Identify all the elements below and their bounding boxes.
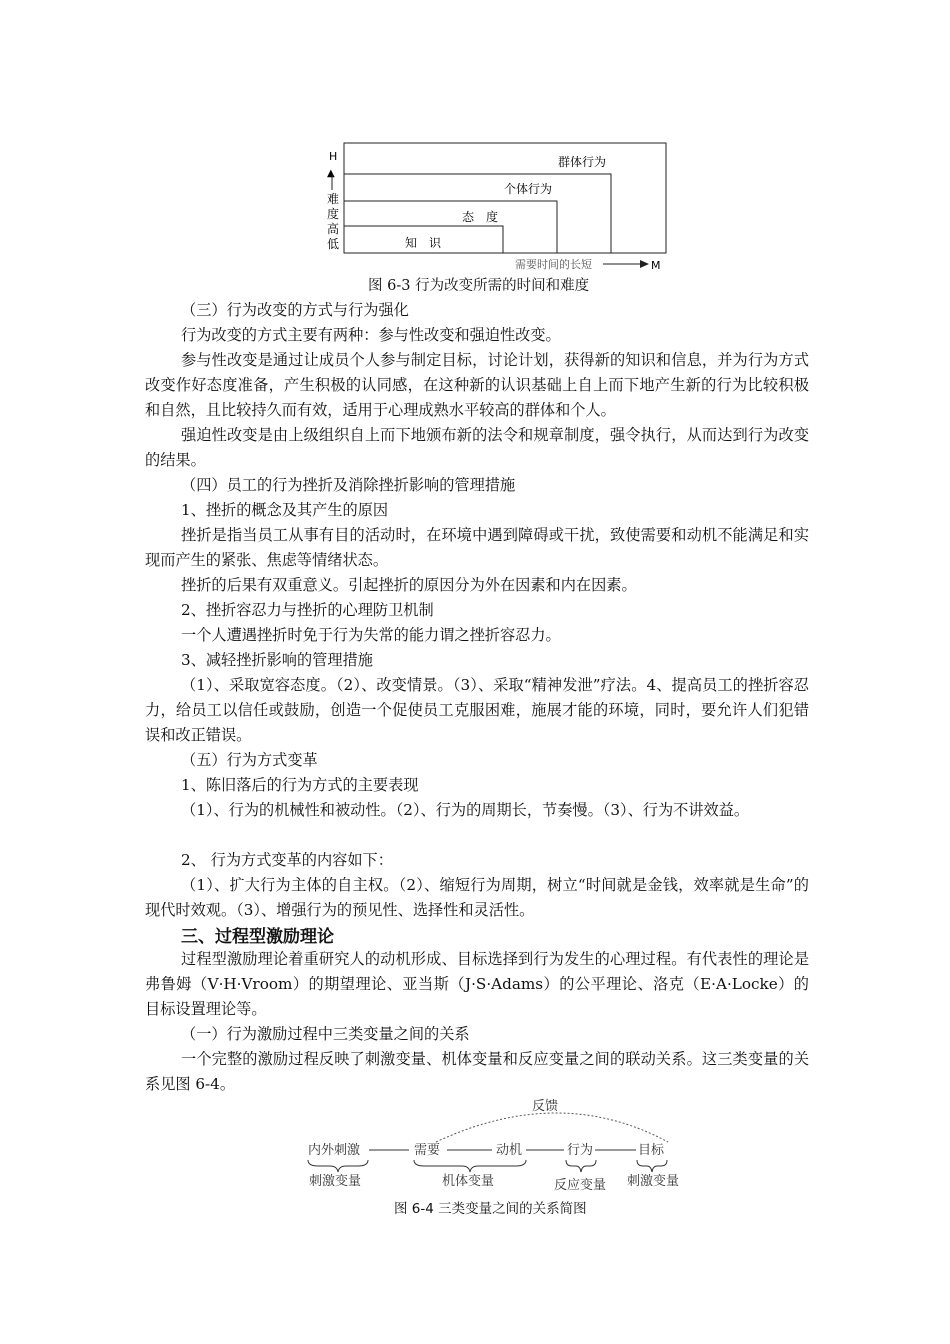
fig63-up-arrow: ▲ — [327, 168, 335, 179]
fig63-step-label: 态 度 — [462, 210, 499, 224]
section-heading: （五）行为方式变革 — [181, 751, 318, 769]
fig64-node: 内外刺激 — [308, 1143, 361, 1158]
fig64-group-label: 机体变量 — [442, 1174, 495, 1189]
chapter-heading: 三、过程型激励理论 — [181, 927, 334, 947]
fig63-step-label: 群体行为 — [558, 155, 607, 169]
figure-6-4 — [0, 1090, 950, 1210]
fig64-node: 需要 — [414, 1143, 441, 1158]
subsection-heading: 1、陈旧落后的行为方式的主要表现 — [181, 776, 419, 794]
fig64-brace — [308, 1160, 368, 1172]
fig64-node: 动机 — [496, 1143, 523, 1158]
fig63-m-label: M — [651, 259, 661, 272]
fig63-step-label: 知 识 — [405, 236, 442, 250]
subsection-heading: 2、挫折容忍力与挫折的心理防卫机制 — [181, 601, 434, 619]
fig64-brace — [566, 1160, 596, 1172]
fig64-node: 目标 — [638, 1143, 665, 1158]
paragraph: 参与性改变是通过让成员个人参与制定目标，讨论计划，获得新的知识和信息，并为行为方式改变作好态度准备，产生积极的认同感，在这种新的认识基础上自上而下地产生新的行为比较积极和自然，且比较持久而有效，适用于心理成熟水平较高的群体和个人。 — [145, 351, 809, 419]
fig63-difficulty-char: 高 — [327, 222, 340, 236]
fig64-brace — [414, 1160, 526, 1172]
fig63-difficulty-char: 度 — [327, 207, 340, 221]
section-heading: （三）行为改变的方式与行为强化 — [181, 301, 409, 319]
paragraph: 一个人遭遇挫折时免于行为失常的能力谓之挫折容忍力。 — [181, 626, 561, 644]
fig63-x-arrow-head — [640, 260, 649, 268]
fig64-feedback-label: 反馈 — [532, 1099, 559, 1114]
fig63-difficulty-char: 难 — [327, 192, 340, 206]
paragraph: 过程型激励理论着重研究人的动机形成、目标选择到行为发生的心理过程。有代表性的理论是弗鲁姆（V·H·Vroom）的期望理论、亚当斯（J·S·Adams）的公平理论、洛克（E·A·Locke）的目标设置理论等。 — [145, 950, 809, 1018]
fig64-caption: 图 6-4 三类变量之间的关系简图 — [394, 1201, 587, 1217]
fig63-frame — [344, 143, 666, 253]
paragraph: 一个完整的激励过程反映了刺激变量、机体变量和反应变量之间的联动关系。这三类变量的关系见图 6-4。 — [145, 1050, 809, 1093]
fig64-brace — [637, 1160, 667, 1172]
fig64-group-label: 反应变量 — [554, 1178, 607, 1193]
figure-6-3 — [0, 0, 950, 300]
fig64-group-label: 刺激变量 — [309, 1174, 362, 1189]
section-heading: （一）行为激励过程中三类变量之间的关系 — [181, 1025, 470, 1043]
fig63-step-label: 个体行为 — [504, 182, 553, 196]
fig64-feedback-arc — [436, 1113, 668, 1142]
fig63-time-label: 需要时间的长短 — [515, 258, 592, 271]
subsection-heading: 3、减轻挫折影响的管理措施 — [181, 651, 373, 669]
paragraph: 行为改变的方式主要有两种：参与性改变和强迫性改变。 — [181, 326, 561, 344]
section-heading: （四）员工的行为挫折及消除挫折影响的管理措施 — [181, 476, 516, 494]
paragraph: 强迫性改变是由上级组织自上而下地颁布新的法令和规章制度，强令执行，从而达到行为改变的结果。 — [145, 426, 809, 469]
fig63-h-label: H — [329, 150, 338, 163]
paragraph: （1）、采取宽容态度。（2）、改变情景。（3）、采取“精神发泄”疗法。4、提高员工的挫折容忍力，给员工以信任或鼓励，创造一个促使员工克服困难，施展才能的环境，同时，要允许人们犯错误和改正错误。 — [145, 676, 809, 744]
paragraph: （1）、扩大行为主体的自主权。（2）、缩短行为周期，树立“时间就是金钱，效率就是生命”的现代时效观。（3）、增强行为的预见性、选择性和灵活性。 — [145, 876, 809, 919]
subsection-heading: 1、挫折的概念及其产生的原因 — [181, 501, 389, 519]
fig64-group-label: 刺激变量 — [627, 1174, 680, 1189]
subsection-heading: 2、 行为方式变革的内容如下： — [181, 851, 393, 869]
paragraph: 挫折的后果有双重意义。引起挫折的原因分为外在因素和内在因素。 — [181, 576, 637, 594]
paragraph: 挫折是指当员工从事有目的活动时，在环境中遇到障碍或干扰，致使需要和动机不能满足和实现而产生的紧张、焦虑等情绪状态。 — [145, 526, 809, 569]
fig64-node: 行为 — [567, 1143, 594, 1158]
paragraph: （1）、行为的机械性和被动性。（2）、行为的周期长，节奏慢。（3）、行为不讲效益。 — [181, 801, 750, 819]
fig63-step-outline — [344, 201, 557, 253]
fig63-caption: 图 6-3 行为改变所需的时间和难度 — [368, 278, 590, 294]
fig63-difficulty-char: 低 — [327, 237, 340, 251]
